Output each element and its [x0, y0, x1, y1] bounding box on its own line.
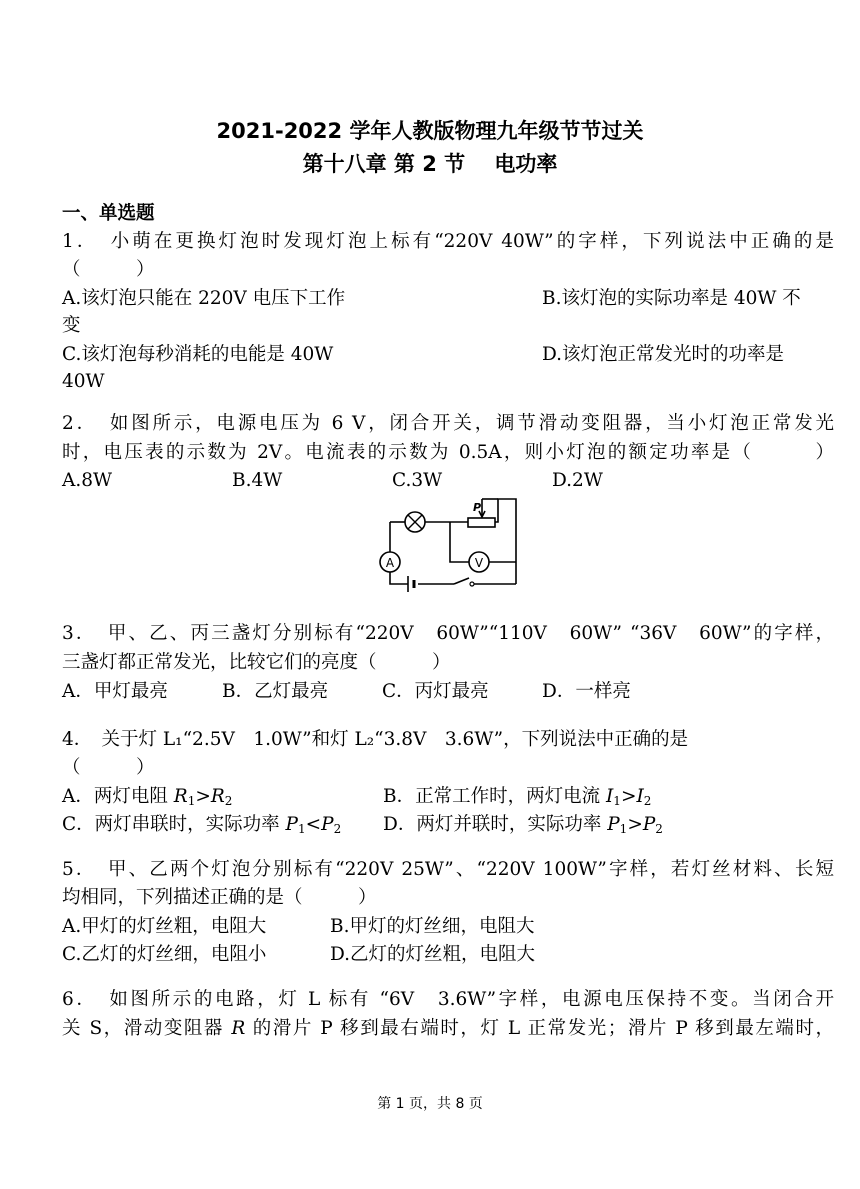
q1-stem-line1: 1． 小萌在更换灯泡时发现灯泡上标有“220V 40W”的字样，下列说法中正确的是	[62, 231, 834, 252]
q5-option-d: D.乙灯的灯丝粗，电阻大	[330, 944, 536, 965]
q2-option-d: D.2W	[552, 470, 603, 491]
q1-option-a: A.该灯泡只能在 220V 电压下工作	[62, 288, 346, 309]
switch-contact	[470, 582, 474, 586]
section-heading: 一、单选题	[62, 203, 155, 224]
q6-stem-line2: 关 S，滑动变阻器 R 的滑片 P 移到最右端时，灯 L 正常发光；滑片 P 移到最左端时，	[62, 1018, 834, 1039]
q3-stem-line2: 三盏灯都正常发光，比较它们的亮度（ ）	[62, 652, 451, 673]
q2-option-c: C.3W	[392, 470, 443, 491]
q2-option-b: B.4W	[232, 470, 283, 491]
q2-option-a: A.8W	[62, 470, 113, 491]
voltmeter-icon	[469, 552, 489, 572]
voltmeter-label: V	[474, 556, 484, 570]
q3-option-d: D．一样亮	[542, 681, 631, 702]
q2-circuit-diagram	[370, 494, 530, 598]
lamp-icon	[405, 512, 425, 532]
page-footer: 第 1 页，共 8 页	[377, 1096, 483, 1112]
q4-stem-line2: （ ）	[62, 757, 155, 778]
q4-option-c: C．两灯串联时，实际功率 $P_1<P_2$	[62, 814, 342, 836]
q4-option-b: B．正常工作时，两灯电流 $I_1>I_2$	[383, 786, 652, 808]
q2-stem-line2: 时，电压表的示数为 2V。电流表的示数为 0.5A，则小灯泡的额定功率是（ ）	[62, 442, 834, 463]
q5-option-b: B.甲灯的灯丝细，电阻大	[330, 916, 535, 937]
q3-option-c: C．丙灯最亮	[382, 681, 489, 702]
q1-option-b: B.该灯泡的实际功率是 40W 不	[542, 288, 801, 309]
q5-stem-line2: 均相同，下列描述正确的是（ ）	[62, 887, 377, 908]
q2-stem-line1: 2． 如图所示，电源电压为 6 V，闭合开关，调节滑动变阻器，当小灯泡正常发光	[62, 413, 834, 434]
q3-stem-line1: 3． 甲、乙、丙三盏灯分别标有“220V 60W”“110V 60W” “36V 60W”的字样，	[62, 623, 834, 644]
q6-stem-line1: 6． 如图所示的电路，灯 L 标有 “6V 3.6W”字样，电源电压保持不变。当闭合开	[62, 989, 834, 1010]
q1-option-b-cont: 变	[62, 315, 81, 336]
q5-option-c: C.乙灯的灯丝细，电阻小	[62, 944, 267, 965]
q5-stem-line1: 5． 甲、乙两个灯泡分别标有“220V 25W”、“220V 100W”字样，若灯丝材料、长短	[62, 859, 834, 880]
q3-option-b: B．乙灯最亮	[222, 681, 329, 702]
q4-option-d: D．两灯并联时，实际功率 $P_1>P_2$	[383, 814, 663, 836]
slider-label: P	[473, 501, 482, 514]
chapter-subtitle: 第十八章 第 2 节 电功率	[302, 152, 558, 176]
ammeter-icon	[380, 552, 400, 572]
q1-option-d-cont: 40W	[62, 371, 105, 392]
q4-option-a: A．两灯电阻 $R_1>R_2$	[62, 786, 233, 808]
q4-stem-line1: 4． 关于灯 L₁“2.5V 1.0W”和灯 L₂“3.8V 3.6W”，下列说法中正确的是	[62, 729, 689, 750]
q1-stem-line2: （ ）	[62, 259, 155, 280]
q5-option-a: A.甲灯的灯丝粗，电阻大	[62, 916, 267, 937]
q1-option-c: C.该灯泡每秒消耗的电能是 40W	[62, 344, 334, 365]
page-title: 2021-2022 学年人教版物理九年级节节过关	[216, 119, 644, 143]
q1-option-d: D.该灯泡正常发光时的功率是	[542, 344, 785, 365]
ammeter-label: A	[385, 556, 395, 570]
q3-option-a: A．甲灯最亮	[62, 681, 168, 702]
